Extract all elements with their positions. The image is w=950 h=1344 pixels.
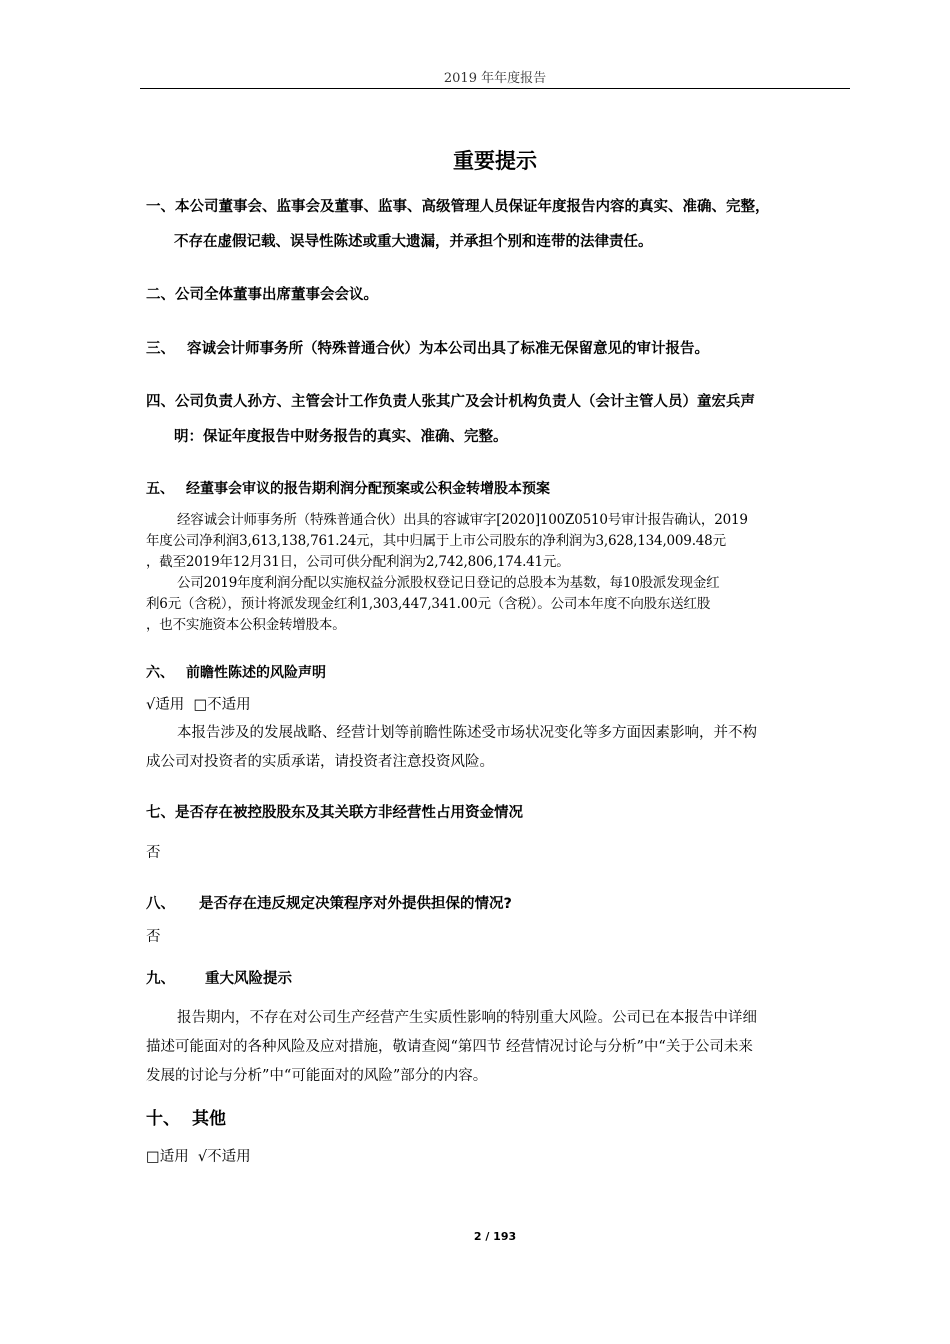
section-3: [146, 332, 851, 367]
section-5-p2-line-3: ，也不实施资本公积金转增股本。: [146, 617, 346, 633]
page-title: 重要提示: [453, 149, 537, 173]
section-10-heading-text: 其他: [192, 1109, 226, 1129]
section-9-line-1: 报告期内，不存在对公司生产经营产生实质性影响的特别重大风险。公司已在本报告中详细: [177, 1010, 757, 1026]
section-8-heading-text: 是否存在违反规定决策程序对外提供担保的情况?: [199, 896, 512, 912]
section-9-line-3: 发展的讨论与分析”中“可能面对的风险”部分的内容。: [146, 1068, 488, 1084]
section-5-p2-line-2: 利6元（含税），预计将派发现金红利1,303,447,341.00元（含税）。公司本年度不向股东送红股: [146, 596, 711, 612]
section-5-number: 五、: [146, 481, 174, 497]
section-2-text: 公司全体董事出席董事会会议。: [175, 287, 378, 303]
section-4-text-1: 公司负责人孙方、主管会计工作负责人张其广及会计机构负责人（会计主管人员）童宏兵声: [175, 394, 755, 410]
section-1-number: 一、: [146, 199, 175, 215]
section-6-body: [146, 719, 851, 777]
section-4-line-1: [146, 385, 851, 420]
section-2: [146, 278, 851, 313]
section-10-number: 十、: [146, 1109, 180, 1129]
section-8-heading: [146, 887, 851, 922]
section-5-heading-text: 经董事会审议的报告期利润分配预案或公积金转增股本预案: [186, 481, 550, 497]
section-2-number: 二、: [146, 287, 175, 303]
section-10-applicability: □适用 √不适用: [146, 1149, 251, 1165]
section-1-line-1: [146, 190, 851, 225]
section-7-number: 七、: [146, 805, 175, 821]
section-9-line-2: 描述可能面对的各种风险及应对措施，敬请查阅“第四节 经营情况讨论与分析”中“关于公司未来: [146, 1039, 753, 1055]
section-8-answer: 否: [146, 929, 161, 945]
section-6-number: 六、: [146, 665, 174, 681]
section-9-body: [146, 1004, 851, 1091]
section-9-heading-text: 重大风险提示: [205, 971, 292, 987]
section-5-heading: [146, 472, 851, 507]
header-rule: [140, 88, 850, 89]
section-6-heading: [146, 656, 851, 691]
section-9-heading: [146, 962, 851, 997]
running-header: 2019 年年度报告: [443, 71, 547, 86]
section-4-text-2: 明：保证年度报告中财务报告的真实、准确、完整。: [174, 429, 508, 445]
section-1-text-1: 本公司董事会、监事会及董事、监事、高级管理人员保证年度报告内容的真实、准确、完整，: [175, 199, 770, 215]
section-6-heading-text: 前瞻性陈述的风险声明: [186, 665, 326, 681]
section-5-p1-line-1: 经容诚会计师事务所（特殊普通合伙）出具的容诚审字[2020]100Z0510号审计报告确认，2019: [177, 512, 748, 528]
section-7-heading-text: 是否存在被控股股东及其关联方非经营性占用资金情况: [175, 805, 523, 821]
section-6-line-2: 成公司对投资者的实质承诺，请投资者注意投资风险。: [146, 754, 494, 770]
section-5-body: [146, 510, 851, 636]
section-3-number: 三、: [146, 341, 175, 357]
section-5-p1-line-2: 年度公司净利润3,613,138,761.24元，其中归属于上市公司股东的净利润为3,628,134,009.48元: [146, 533, 726, 549]
section-7-answer: 否: [146, 845, 161, 861]
section-5-p2-line-1: 公司2019年度利润分配以实施权益分派股权登记日登记的总股本为基数，每10股派发现金红: [177, 575, 720, 591]
section-8-number: 八、: [146, 896, 175, 912]
section-6-applicability: √适用 □不适用: [146, 697, 251, 713]
page-number: 2 / 193: [473, 1230, 517, 1243]
section-7-heading: [146, 796, 851, 831]
section-10-heading: [146, 1102, 851, 1137]
section-9-number: 九、: [146, 971, 175, 987]
section-6-line-1: 本报告涉及的发展战略、经营计划等前瞻性陈述受市场状况变化等多方面因素影响，并不构: [177, 725, 757, 741]
section-4-number: 四、: [146, 394, 175, 410]
section-1-text-2: 不存在虚假记载、误导性陈述或重大遗漏，并承担个别和连带的法律责任。: [174, 234, 653, 250]
section-3-text: 容诚会计师事务所（特殊普通合伙）为本公司出具了标准无保留意见的审计报告。: [187, 341, 709, 357]
section-5-p1-line-3: ，截至2019年12月31日，公司可供分配利润为2,742,806,174.41元。: [146, 554, 570, 570]
